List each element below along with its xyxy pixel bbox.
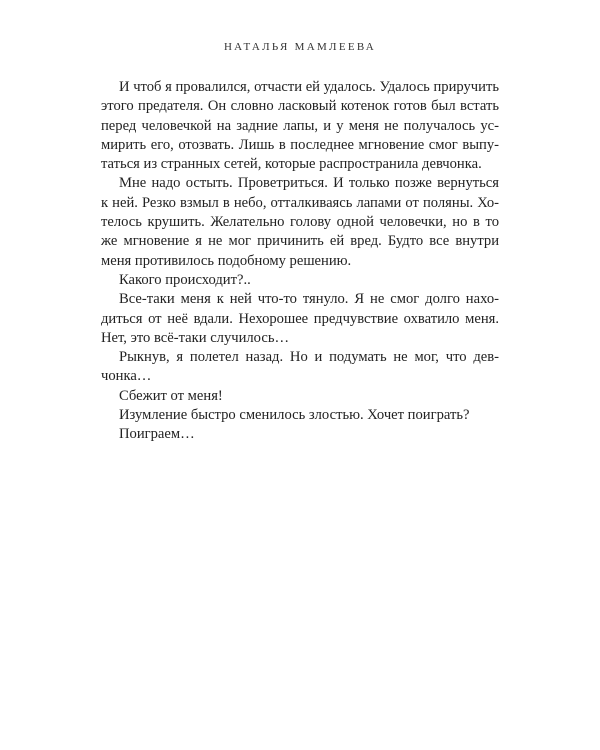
text-line: телось крушить. Желательно голову одной человечки, но в то bbox=[101, 214, 499, 231]
text-line: таться из странных сетей, которые распространила девчонка. bbox=[101, 156, 482, 173]
text-line: же мгновение я не мог причинить ей вред. Будто все внутри bbox=[101, 233, 499, 250]
text-line: Какого происходит?.. bbox=[119, 271, 251, 288]
running-header-author: НАТАЛЬЯ МАМЛЕЕВА bbox=[223, 41, 377, 53]
text-line: чонка… bbox=[101, 368, 152, 385]
text-line: Мне надо остыть. Проветриться. И только позже вернуться bbox=[119, 175, 499, 192]
text-line: к ней. Резко взмыл в небо, отталкиваясь лапами от поляны. Хо- bbox=[101, 194, 499, 211]
text-line: Все-таки меня к ней что-то тянуло. Я не смог долго нахо- bbox=[119, 291, 499, 308]
text-line: Сбежит от меня! bbox=[119, 387, 223, 404]
body-text bbox=[101, 78, 499, 445]
text-line: Изумление быстро сменилось злостью. Хочет поиграть? bbox=[119, 407, 470, 424]
text-line: перед человечкой на задние лапы, и у меня не получалось ус- bbox=[101, 117, 499, 134]
text-line: этого предателя. Он словно ласковый котенок готов был встать bbox=[101, 98, 499, 115]
text-line: И чтоб я провалился, отчасти ей удалось. Удалось приручить bbox=[119, 79, 499, 95]
text-line: диться от неё вдали. Нехорошее предчувствие охватило меня. bbox=[101, 310, 499, 327]
text-line: Нет, это всё-таки случилось… bbox=[101, 329, 290, 346]
text-line: меня противилось подобному решению. bbox=[101, 252, 352, 269]
text-line: мирить его, отозвать. Лишь в последнее мгновение смог выпу- bbox=[101, 136, 499, 153]
text-line: Поиграем… bbox=[119, 426, 195, 443]
text-line: Рыкнув, я полетел назад. Но и подумать не мог, что дев- bbox=[119, 349, 499, 366]
